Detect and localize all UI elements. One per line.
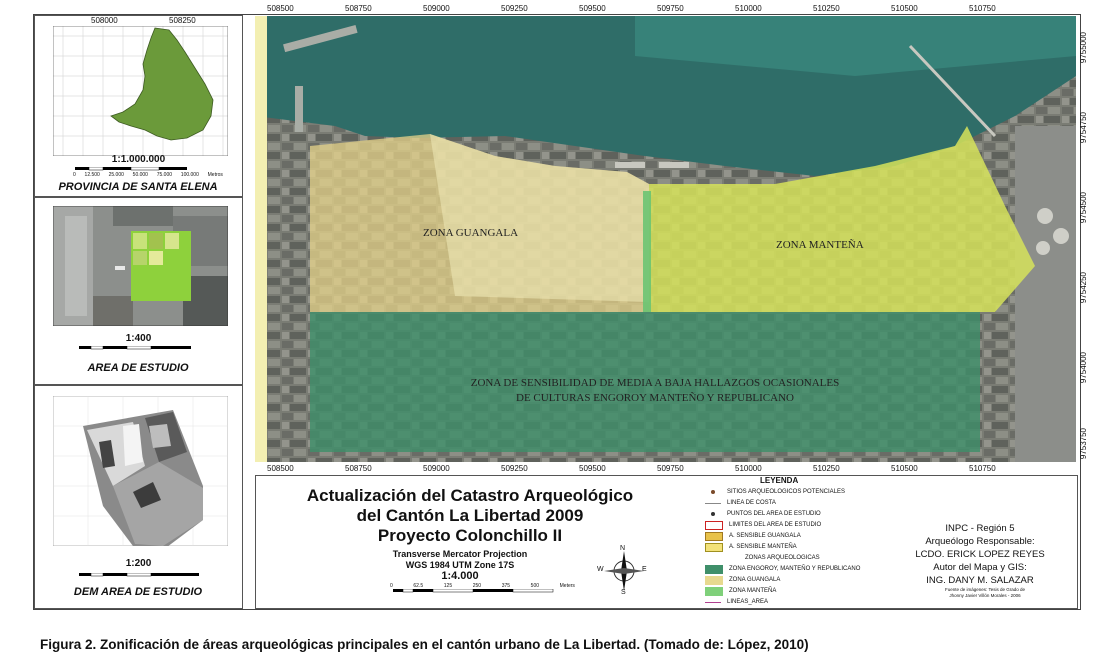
compass-w: W — [597, 566, 604, 573]
figure-caption: Figura 2. Zonificación de áreas arqueológicas principales en el cantón urbano de La Libertad. (Tomado de: López, 2010) — [40, 637, 809, 652]
legend-swatch — [705, 565, 723, 574]
legend-swatch — [705, 576, 723, 585]
legend-label: LINEA DE COSTA — [727, 500, 776, 506]
inset-tick-top: 508250 — [169, 16, 196, 25]
main-scalebar — [393, 589, 563, 595]
inset-province-scale: 1:1.000.000 — [111, 154, 166, 165]
legend-swatch — [705, 490, 721, 494]
legend-label: ZONAS ARQUEOLOGICAS — [745, 555, 820, 561]
inset-province-bar-labels: 0 12.500 25.000 50.000 75.000 100.000 Metros — [73, 172, 223, 178]
north-arrow-icon — [602, 549, 646, 593]
inset-study-title: AREA DE ESTUDIO — [87, 362, 189, 374]
inset-tick-top: 508000 — [91, 16, 118, 25]
legend-item — [705, 564, 915, 574]
legend — [705, 487, 915, 608]
inset-province-title: PROVINCIA DE SANTA ELENA — [58, 181, 218, 193]
inset-dem-panel — [34, 385, 243, 609]
legend-item — [705, 531, 915, 541]
legend-item — [705, 586, 915, 596]
legend-label: A. SENSIBLE GUANGALA — [729, 533, 801, 539]
legend-item — [705, 597, 915, 607]
credits-block: INPC - Región 5 Arqueólogo Responsable: LCDO. ERICK LOPEZ REYES Autor del Mapa y GIS: ING. DANY M. SALAZAR — [915, 523, 1045, 586]
legend-label: LINEAS_AREA — [727, 599, 769, 605]
legend-swatch — [705, 587, 723, 596]
zone-guangala-label: ZONA GUANGALA — [423, 227, 519, 239]
zone-mantena-label: ZONA MANTEÑA — [776, 239, 864, 251]
compass-e: E — [642, 566, 647, 573]
legend-label: A. SENSIBLE MANTEÑA — [729, 544, 797, 550]
legend-swatch — [705, 532, 723, 541]
compass-n: N — [620, 545, 626, 552]
legend-label: LIMITES DEL AREA DE ESTUDIO — [729, 522, 822, 528]
inset-dem-scalebar — [79, 573, 209, 579]
legend-label: ZONA MANTEÑA — [729, 588, 777, 594]
legend-label: ZONA ENGOROY, MANTEÑO Y REPUBLICANO — [729, 566, 861, 572]
legend-swatch — [705, 521, 723, 530]
legend-swatch — [705, 602, 721, 603]
inset-dem-title: DEM AREA DE ESTUDIO — [73, 586, 203, 598]
legend-item — [705, 487, 915, 497]
main-scalebar-labels: 0 62.5 125 250 375 500 Meters — [390, 583, 575, 589]
legend-swatch — [705, 543, 723, 552]
inset-study-scale: 1:400 — [125, 333, 152, 344]
zone-sensibilidad-label: ZONA DE SENSIBILIDAD DE MEDIA A BAJA HALLAZGOS OCASIONALES DE CULTURAS ENGOROY MANTEÑO Y REPUBLICANO — [470, 377, 840, 404]
legend-swatch — [705, 503, 721, 504]
legend-title: LEYENDA — [760, 476, 799, 485]
legend-item — [705, 498, 915, 508]
legend-label: PUNTOS DEL AREA DE ESTUDIO — [727, 511, 821, 517]
image-source: Fuente de imágenes: Tesis de Grado de Jhonny Javier Villón Morales - 2006 — [945, 587, 1025, 598]
projection-info: Transverse Mercator Projection WGS 1984 UTM Zone 17S 1:4.000 — [392, 549, 528, 582]
main-map-bottom-ticks: 508500 508750 509000 509250 509500 509750 510000 510250 510500 510750 — [267, 464, 996, 473]
inset-province-panel — [34, 15, 243, 197]
santa-elena-province-shape — [111, 28, 213, 140]
legend-label: SITIOS ARQUEOLOGICOS POTENCIALES — [727, 489, 846, 495]
compass-s: S — [621, 589, 626, 596]
study-area-image — [53, 206, 228, 326]
province-map — [53, 26, 228, 156]
dem-image — [53, 396, 228, 546]
legend-item — [705, 542, 915, 552]
legend-item — [705, 553, 915, 563]
inset-study-scalebar — [79, 346, 199, 352]
legend-item — [705, 520, 915, 530]
map-title: Actualización del Catastro Arqueológico del Cantón La Libertad 2009 Proyecto Colonchillo II — [306, 486, 634, 545]
legend-item — [705, 509, 915, 519]
main-map-right-ticks: 9755000 9754750 9754500 9754250 9754000 9753750 — [1079, 32, 1088, 460]
legend-label: ZONA GUANGALA — [729, 577, 781, 583]
legend-swatch — [705, 512, 721, 516]
inset-study-panel — [34, 197, 243, 385]
legend-item — [705, 575, 915, 585]
main-map-top-ticks: 508500 508750 509000 509250 509500 509750 510000 510250 510500 510750 — [267, 4, 996, 13]
inset-dem-scale: 1:200 — [125, 558, 152, 569]
